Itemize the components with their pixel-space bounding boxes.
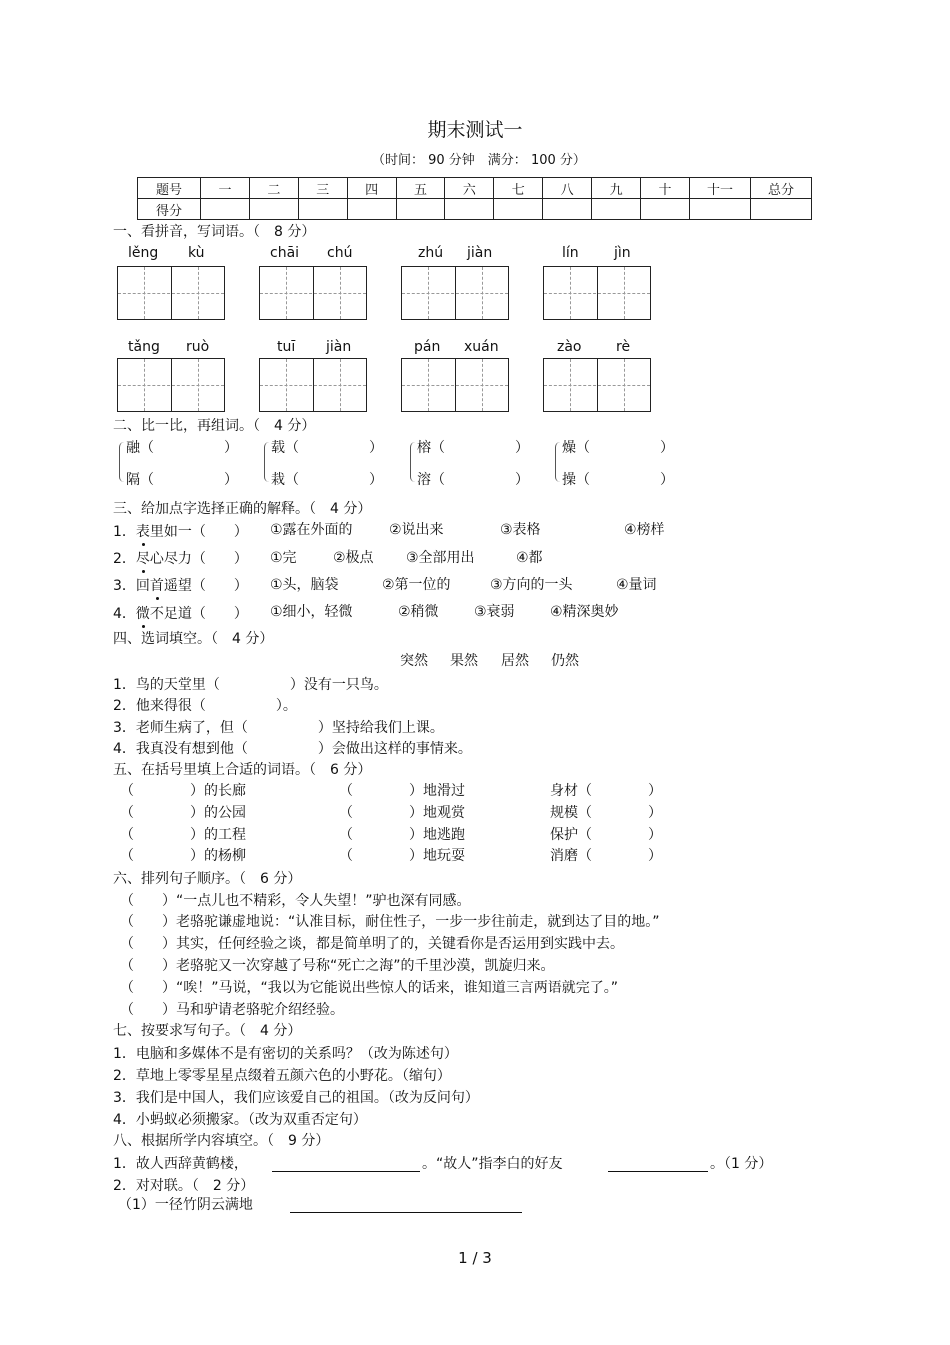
q-num: 4．: [113, 606, 136, 622]
phrase-blank: （ ）的公园: [120, 805, 246, 821]
pinyin: tuī: [277, 339, 296, 355]
score-table-score-row: [138, 199, 812, 220]
phrase-blank: 保护（ ）: [550, 827, 662, 843]
writing-grid[interactable]: [259, 358, 367, 412]
header-cell: 一: [201, 178, 250, 199]
pinyin: pán: [414, 339, 441, 355]
q-post: 遥望（ ）: [163, 578, 248, 594]
pinyin: ruò: [186, 339, 210, 355]
brace: [264, 442, 271, 482]
word-pair-item: 融（ ）: [126, 440, 238, 456]
phrase-blank: （ ）的杨柳: [120, 848, 246, 864]
section-8-heading: 八、根据所学内容填空。（ 9 分）: [113, 1133, 330, 1149]
word-pair-item: 榕（ ）: [417, 440, 529, 456]
pinyin: lín: [562, 245, 579, 261]
score-cell[interactable]: [751, 199, 812, 220]
option: ②极点: [333, 550, 374, 566]
phrase-blank: 规模（ ）: [550, 805, 662, 821]
q8-2: 2．对对联。（ 2 分）: [113, 1178, 255, 1194]
score-cell[interactable]: [592, 199, 641, 220]
score-cell[interactable]: [201, 199, 250, 220]
page-number: 1 / 3: [458, 1249, 492, 1267]
option: ②稍微: [398, 604, 439, 620]
order-sentence: （ ）“唉！”马说，“我以为它能说出些惊人的话来，谁知道三言两语就完了。”: [120, 980, 619, 996]
q8-1-part-a: 1．故人西辞黄鹤楼，: [113, 1156, 248, 1172]
q8-1-part-c: 。（1 分）: [710, 1156, 773, 1172]
word-pair-item: 操（ ）: [562, 472, 674, 488]
score-cell[interactable]: [249, 199, 298, 220]
option: ④精深奥妙: [550, 604, 619, 620]
fill-sentence: 4．我真没有想到他（ ）会做出这样的事情来。: [113, 741, 472, 757]
q-post: 心尽力（ ）: [149, 551, 248, 567]
header-cell: 六: [445, 178, 494, 199]
exam-info: （时间： 90 分钟 满分： 100 分）: [372, 153, 586, 168]
writing-grid[interactable]: [543, 266, 651, 320]
option: ③衰弱: [474, 604, 515, 620]
section-2-heading: 二、比一比，再组词。（ 4 分）: [113, 418, 316, 434]
answer-blank[interactable]: [272, 1171, 420, 1172]
q8-2-1: （1）一径竹阴云满地: [118, 1197, 253, 1213]
word-pair-item: 溶（ ）: [417, 472, 529, 488]
brace: [119, 442, 126, 482]
pinyin: zào: [557, 339, 582, 355]
pinyin: jiàn: [326, 339, 352, 355]
answer-blank[interactable]: [290, 1212, 522, 1213]
header-cell: 九: [592, 178, 641, 199]
option: ①细小，轻微: [270, 604, 353, 620]
word-pair-item: 载（ ）: [271, 440, 383, 456]
order-sentence: （ ）“一点儿也不精彩，令人失望！”驴也深有同感。: [120, 893, 471, 909]
phrase-blank: （ ）地滑过: [339, 783, 465, 799]
order-sentence: （ ）老骆驼又一次穿越了号称“死亡之海”的千里沙漠，凯旋归来。: [120, 958, 555, 974]
score-table-header-row: [138, 178, 812, 199]
pinyin: jiàn: [467, 245, 493, 261]
word-bank-item: 突然: [400, 653, 428, 669]
header-cell: 七: [494, 178, 543, 199]
option: ③表格: [500, 522, 541, 538]
q8-1-part-b: 。“故人”指李白的好友: [422, 1156, 563, 1172]
option: ②说出来: [389, 522, 444, 538]
pinyin: tǎng: [128, 339, 160, 355]
rewrite-question: 1．电脑和多媒体不是有密切的关系吗？（改为陈述句）: [113, 1046, 458, 1062]
header-cell: 四: [347, 178, 396, 199]
pinyin: chāi: [270, 245, 300, 261]
row-label: 得分: [138, 199, 201, 220]
phrase-blank: 消磨（ ）: [550, 848, 662, 864]
score-cell[interactable]: [396, 199, 445, 220]
q-post: 不足道（ ）: [149, 606, 248, 622]
header-cell: 总分: [751, 178, 812, 199]
option: ②第一位的: [382, 577, 451, 593]
word-pair-item: 栽（ ）: [271, 472, 383, 488]
answer-blank[interactable]: [608, 1171, 708, 1172]
header-cell: 十一: [690, 178, 751, 199]
q-num: 2．: [113, 551, 136, 567]
word-bank-item: 果然: [450, 653, 478, 669]
q-num: 3．: [113, 578, 136, 594]
rewrite-question: 2．草地上零零星星点缀着五颜六色的小野花。（缩句）: [113, 1068, 451, 1084]
pinyin: chú: [327, 245, 353, 261]
section-5-heading: 五、在括号里填上合适的词语。（ 6 分）: [113, 762, 372, 778]
dotted-char: 表: [135, 524, 150, 540]
question-3-1: [113, 524, 248, 540]
page-title: 期末测试一: [427, 119, 523, 141]
option: ④都: [516, 550, 543, 566]
section-7-heading: 七、按要求写句子。（ 4 分）: [113, 1023, 302, 1039]
q-num: 1．: [113, 524, 136, 540]
writing-grid[interactable]: [401, 266, 509, 320]
header-cell: 三: [298, 178, 347, 199]
writing-grid[interactable]: [543, 358, 651, 412]
option: ①露在外面的: [270, 522, 353, 538]
option: ③全部用出: [406, 550, 475, 566]
score-cell[interactable]: [298, 199, 347, 220]
phrase-blank: （ ）地观赏: [339, 805, 465, 821]
dotted-char: 尽: [135, 551, 150, 567]
section-3-heading: 三、给加点字选择正确的解释。（ 4 分）: [113, 501, 372, 517]
rewrite-question: 4．小蚂蚁必须搬家。（改为双重否定句）: [113, 1112, 367, 1128]
option: ④榜样: [624, 522, 665, 538]
question-3-2: [113, 551, 248, 567]
dotted-char: 微: [135, 606, 150, 622]
phrase-blank: （ ）地玩耍: [339, 848, 465, 864]
option: ①头，脑袋: [270, 577, 339, 593]
option: ①完: [270, 550, 297, 566]
writing-grid[interactable]: [259, 266, 367, 320]
section-4-heading: 四、选词填空。（ 4 分）: [113, 631, 274, 647]
section-1-heading: 一、看拼音，写词语。（ 8 分）: [113, 224, 316, 240]
pinyin: zhú: [418, 245, 444, 261]
q-post: 里如一（ ）: [149, 524, 248, 540]
header-cell: 八: [543, 178, 592, 199]
dotted-char: 首: [149, 578, 164, 594]
header-cell: 二: [249, 178, 298, 199]
word-bank-item: 仍然: [551, 653, 579, 669]
phrase-blank: 身材（ ）: [550, 783, 662, 799]
writing-grid[interactable]: [401, 358, 509, 412]
fill-sentence: 3．老师生病了，但（ ）坚持给我们上课。: [113, 720, 444, 736]
order-sentence: （ ）马和驴请老骆驼介绍经验。: [120, 1002, 344, 1018]
fill-sentence: 2．他来得很（ ）。: [113, 698, 297, 714]
option: ④量词: [616, 577, 657, 593]
score-cell[interactable]: [445, 199, 494, 220]
pinyin: xuán: [464, 339, 499, 355]
header-cell: 题号: [138, 178, 201, 199]
word-pair-item: 隔（ ）: [126, 472, 238, 488]
writing-grid[interactable]: [117, 266, 225, 320]
order-sentence: （ ）老骆驼谦虚地说：“认准目标，耐住性子，一步一步往前走，就到达了目的地。”: [120, 914, 660, 930]
section-6-heading: 六、排列句子顺序。（ 6 分）: [113, 871, 302, 887]
fill-sentence: 1．鸟的天堂里（ ）没有一只鸟。: [113, 677, 388, 693]
header-cell: 十: [641, 178, 690, 199]
option: ③方向的一头: [490, 577, 573, 593]
order-sentence: （ ）其实，任何经验之谈，都是简单明了的，关键看你是否运用到实践中去。: [120, 936, 624, 952]
score-cell[interactable]: [690, 199, 751, 220]
word-pair-item: 燥（ ）: [562, 440, 674, 456]
rewrite-question: 3．我们是中国人，我们应该爱自己的祖国。（改为反问句）: [113, 1090, 479, 1106]
score-cell[interactable]: [347, 199, 396, 220]
phrase-blank: （ ）的工程: [120, 827, 246, 843]
question-3-4: [113, 606, 248, 622]
header-cell: 五: [396, 178, 445, 199]
pinyin: rè: [616, 339, 631, 355]
writing-grid[interactable]: [117, 358, 225, 412]
phrase-blank: （ ）地逃跑: [339, 827, 465, 843]
word-bank-item: 居然: [501, 653, 529, 669]
score-cell[interactable]: [543, 199, 592, 220]
question-3-3: [113, 578, 248, 594]
score-table: [137, 177, 812, 220]
pinyin: kù: [188, 245, 205, 261]
brace: [410, 442, 417, 482]
pinyin: jìn: [614, 245, 631, 261]
score-cell[interactable]: [494, 199, 543, 220]
q-pre: 回: [135, 578, 150, 594]
phrase-blank: （ ）的长廊: [120, 783, 246, 799]
score-cell[interactable]: [641, 199, 690, 220]
brace: [555, 442, 562, 482]
pinyin: lěng: [128, 245, 159, 261]
